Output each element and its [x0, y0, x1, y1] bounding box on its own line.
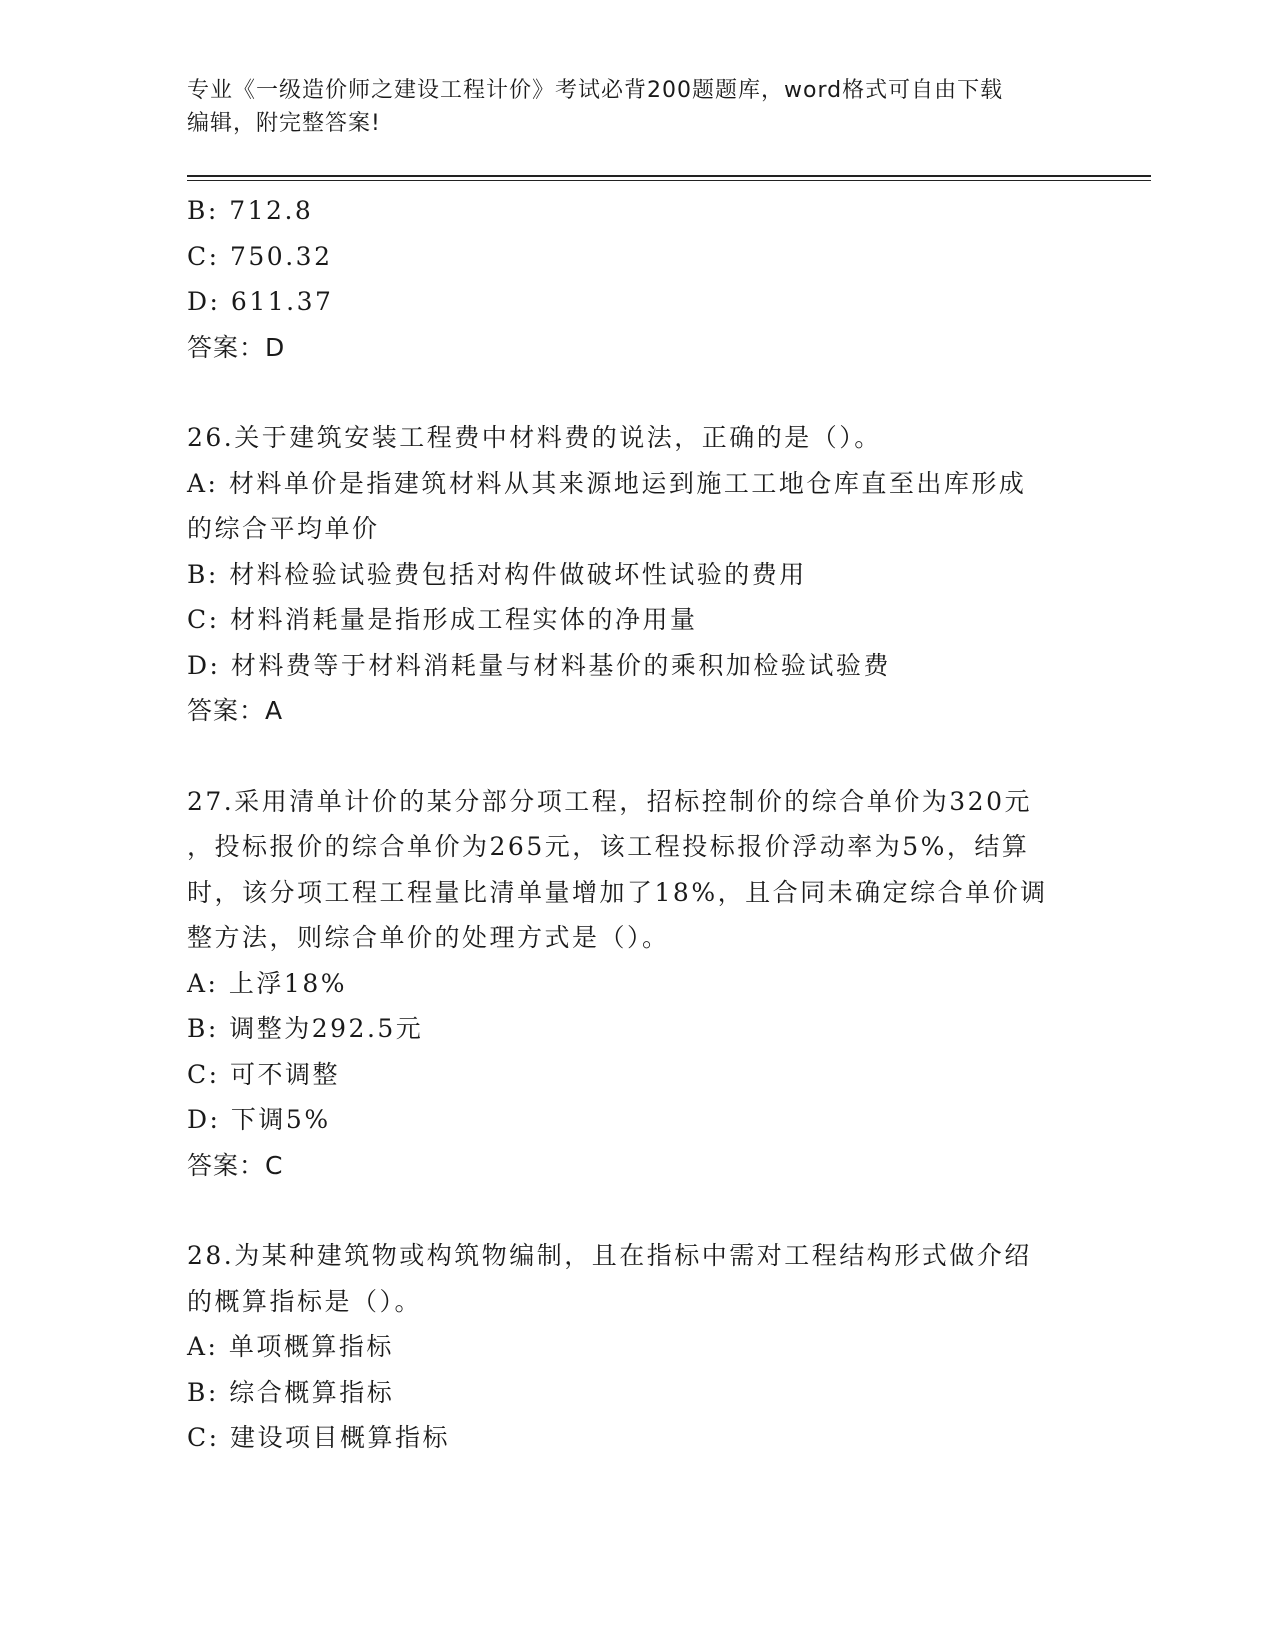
option-b: B: 712.8 — [187, 196, 314, 225]
question-stem: 整方法，则综合单价的处理方式是（）。 — [187, 923, 670, 952]
question-stem: 28.为某种建筑物或构筑物编制，且在指标中需对工程结构形式做介绍 — [187, 1241, 1032, 1270]
document-body — [187, 188, 1087, 1461]
option-a: A: 上浮18% — [187, 968, 347, 998]
option-b: B: 综合概算指标 — [187, 1377, 395, 1407]
option-d: D: 下调5% — [187, 1105, 331, 1134]
question-stem: 的概算指标是（）。 — [187, 1286, 423, 1316]
question-stem: ，投标报价的综合单价为265元，该工程投标报价浮动率为5%，结算 — [187, 832, 1030, 861]
question-25-tail — [187, 188, 1087, 370]
question-stem: 时，该分项工程工程量比清单量增加了18%，且合同未确定综合单价调 — [187, 877, 1048, 907]
answer: 答案：C — [187, 1150, 284, 1180]
question-stem: 26.关于建筑安装工程费中材料费的说法，正确的是（）。 — [187, 423, 882, 452]
document-header — [187, 74, 1087, 140]
option-d: D: 材料费等于材料消耗量与材料基价的乘积加检验试验费 — [187, 650, 891, 680]
question-26 — [187, 415, 1087, 734]
option-b: B: 材料检验试验费包括对构件做破坏性试验的费用 — [187, 559, 807, 589]
option-a-continued: 的综合平均单价 — [187, 514, 380, 543]
header-line-2: 编辑，附完整答案! — [187, 111, 381, 136]
question-stem: 27.采用清单计价的某分部分项工程，招标控制价的综合单价为320元 — [187, 786, 1032, 816]
option-b: B: 调整为292.5元 — [187, 1014, 424, 1043]
header-line-1: 专业《一级造价师之建设工程计价》考试必背200题题库，word格式可自由下载 — [187, 78, 1004, 103]
option-d: D: 611.37 — [187, 287, 334, 316]
option-a: A: 材料单价是指建筑材料从其来源地运到施工工地仓库直至出库形成 — [187, 468, 1027, 498]
header-divider-thick — [187, 175, 1151, 177]
answer: 答案：A — [187, 696, 284, 725]
answer: 答案：D — [187, 332, 286, 362]
header-divider-thin — [187, 180, 1151, 181]
option-c: C: 材料消耗量是指形成工程实体的净用量 — [187, 605, 698, 634]
option-c: C: 750.32 — [187, 241, 333, 271]
option-c: C: 可不调整 — [187, 1059, 340, 1089]
option-c: C: 建设项目概算指标 — [187, 1423, 450, 1452]
option-a: A: 单项概算指标 — [187, 1332, 394, 1361]
question-27 — [187, 779, 1087, 1189]
question-28 — [187, 1233, 1087, 1461]
